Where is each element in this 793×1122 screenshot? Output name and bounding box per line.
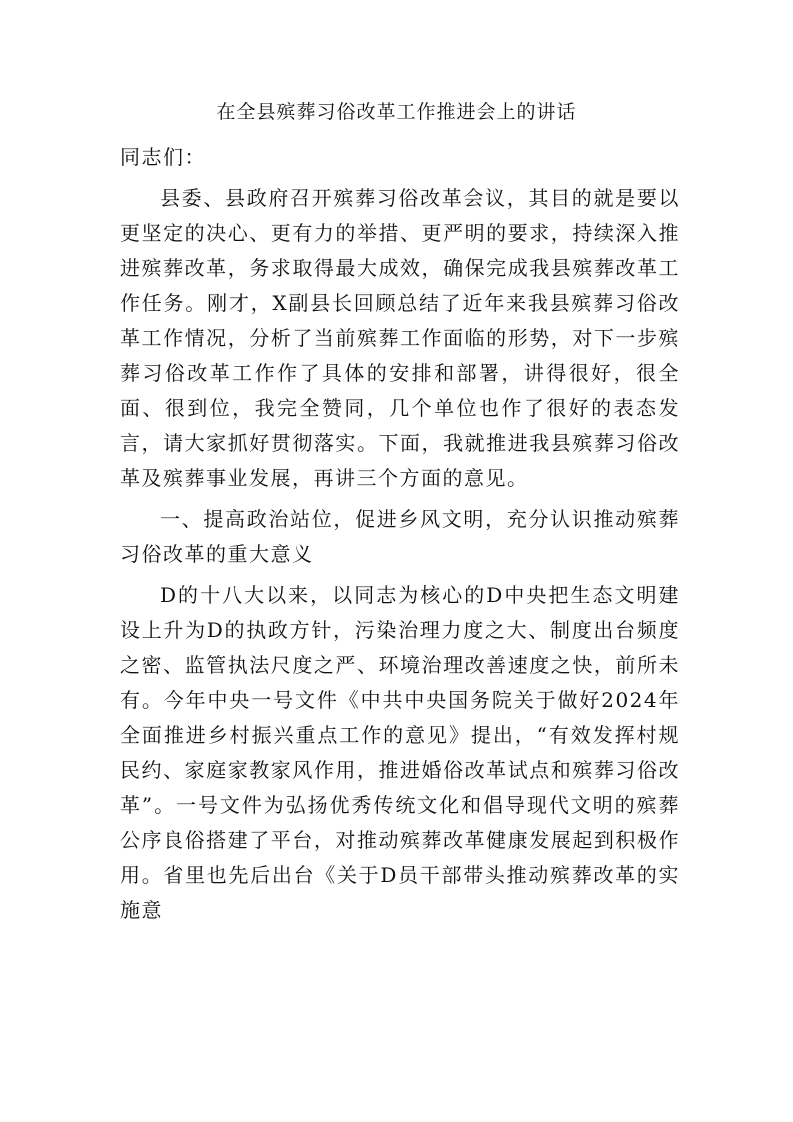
document-title: 在全县殡葬习俗改革工作推进会上的讲话: [216, 101, 577, 123]
paragraph-opening: 县委、县政府召开殡葬习俗改革会议，其目的就是要以更坚定的决心、更有力的举措、更严明的要求，持续深入推进殡葬改革，务求取得最大成效，确保完成我县殡葬改革工作任务。刚才，X副县长回顾总结了近年来我县殡葬习俗改革工作情况，分析了当前殡葬工作面临的形势，对下一步殡葬习俗改革工作作了具体的安排和部署，讲得很好，很全面、很到位，我完全赞同，几个单位也作了很好的表态发言，请大家抓好贯彻落实。下面，我就推进我县殡葬习俗改革及殡葬事业发展，再讲三个方面的意见。: [120, 186, 680, 490]
section-heading: 一、提高政治站位，促进乡风文明，充分认识推动殡葬习俗改革的重大意义: [120, 507, 680, 566]
salutation: 同志们：: [120, 145, 206, 169]
paragraph-section-one: D的十八大以来，以同志为核心的D中央把生态文明建设上升为D的执政方针，污染治理力度之大、制度出台频度之密、监管执法尺度之严、环境治理改善速度之快，前所未有。今年中央一号文件《中共中央国务院关于做好2024年全面推进乡村振兴重点工作的意见》提出，“有效发挥村规民约、家庭家教家风作用，推进婚俗改革试点和殡葬习俗改革”。一号文件为弘扬优秀传统文化和倡导现代文明的殡葬公序良俗搭建了平台，对推动殡葬改革健康发展起到积极作用。省里也先后出台《关于D员干部带头推动殡葬改革的实施意: [120, 583, 680, 922]
document-body: [120, 140, 680, 928]
